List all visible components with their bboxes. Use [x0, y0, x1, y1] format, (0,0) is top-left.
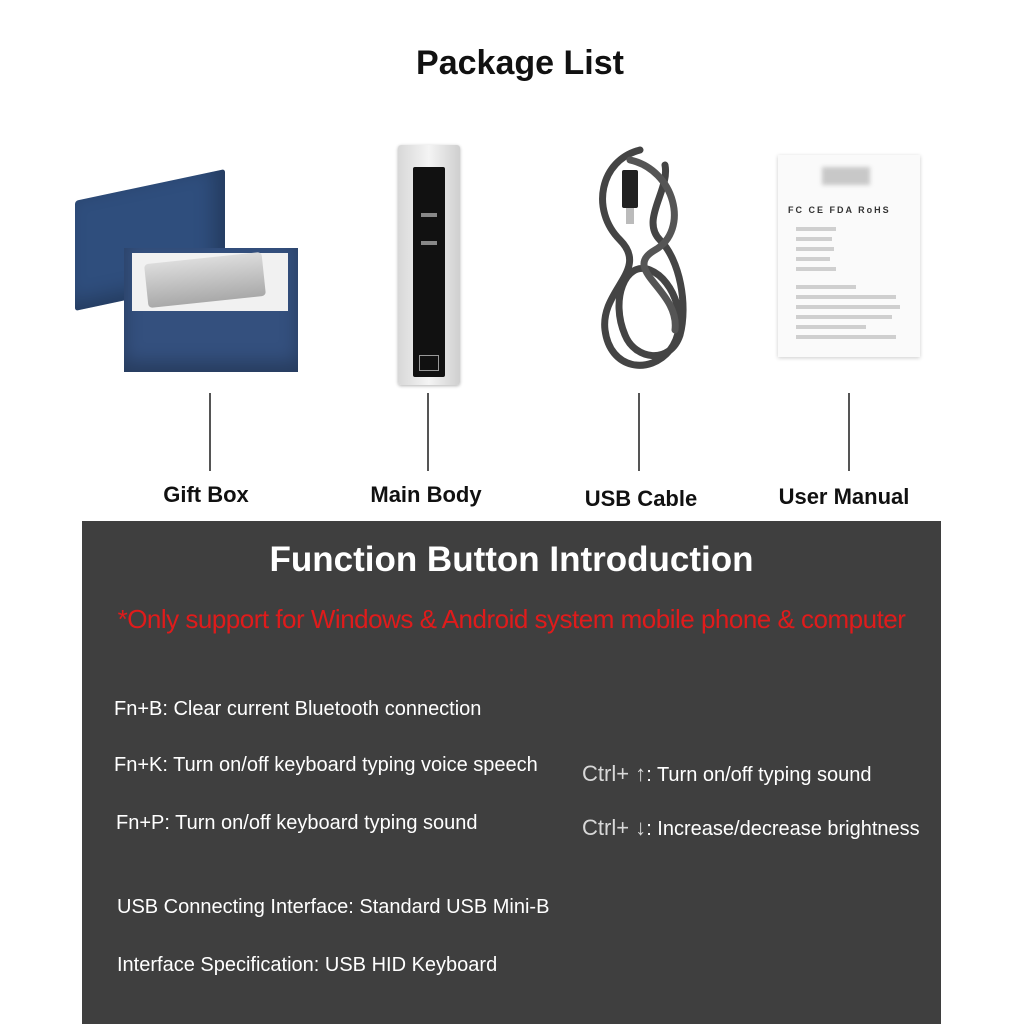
package-list-title: Package List — [416, 44, 624, 82]
manual-cert-logos: FC CE FDA RoHS — [788, 205, 891, 215]
manual-text-line — [796, 257, 830, 261]
callout-line — [209, 393, 211, 471]
manual-text-line — [796, 227, 836, 231]
manual-text-line — [796, 315, 892, 319]
usb-interface-description: USB Connecting Interface: Standard USB Mini-B — [117, 896, 550, 918]
manual-heading-blur — [822, 167, 870, 185]
ctrl-up-key: Ctrl+ ↑ — [582, 761, 647, 786]
manual-text-line — [796, 325, 866, 329]
manual-text-line — [796, 335, 896, 339]
function-title: Function Button Introduction — [269, 540, 754, 579]
callout-line — [638, 393, 640, 471]
fn-p-description: Fn+P: Turn on/off keyboard typing sound — [116, 812, 478, 834]
fn-k-description: Fn+K: Turn on/off keyboard typing voice speech — [114, 754, 538, 776]
manual-text-line — [796, 267, 836, 271]
usb-plug-tip-icon — [626, 208, 634, 224]
manual-text-line — [796, 237, 832, 241]
compatibility-notice: *Only support for Windows & Android system mobile phone & computer — [117, 604, 906, 634]
ctrl-down-description — [582, 815, 920, 841]
callout-line — [848, 393, 850, 471]
ctrl-down-text: : Increase/decrease brightness — [646, 818, 920, 840]
ctrl-up-description — [582, 761, 872, 787]
ctrl-down-key: Ctrl+ ↓ — [582, 815, 647, 840]
callout-line — [427, 393, 429, 471]
manual-text-line — [796, 247, 834, 251]
user-manual-label: User Manual — [778, 484, 910, 509]
interface-spec-description: Interface Specification: USB HID Keyboard — [117, 954, 498, 976]
usb-cable-image — [580, 140, 700, 385]
usb-cable-label: USB Cable — [584, 486, 698, 511]
gift-box-label: Gift Box — [163, 482, 249, 507]
manual-text-line — [796, 305, 900, 309]
fn-b-description: Fn+B: Clear current Bluetooth connection — [114, 698, 482, 720]
main-body-slot — [421, 241, 437, 245]
main-body-label: Main Body — [370, 482, 482, 507]
manual-text-line — [796, 285, 856, 289]
main-body-panel — [413, 167, 445, 377]
manual-text-line — [796, 295, 896, 299]
usb-plug-icon — [622, 170, 638, 208]
main-body-slot — [421, 213, 437, 217]
main-body-image — [398, 145, 460, 385]
main-body-window — [419, 355, 439, 371]
ctrl-up-text: : Turn on/off typing sound — [646, 764, 872, 786]
user-manual-image — [778, 155, 920, 357]
